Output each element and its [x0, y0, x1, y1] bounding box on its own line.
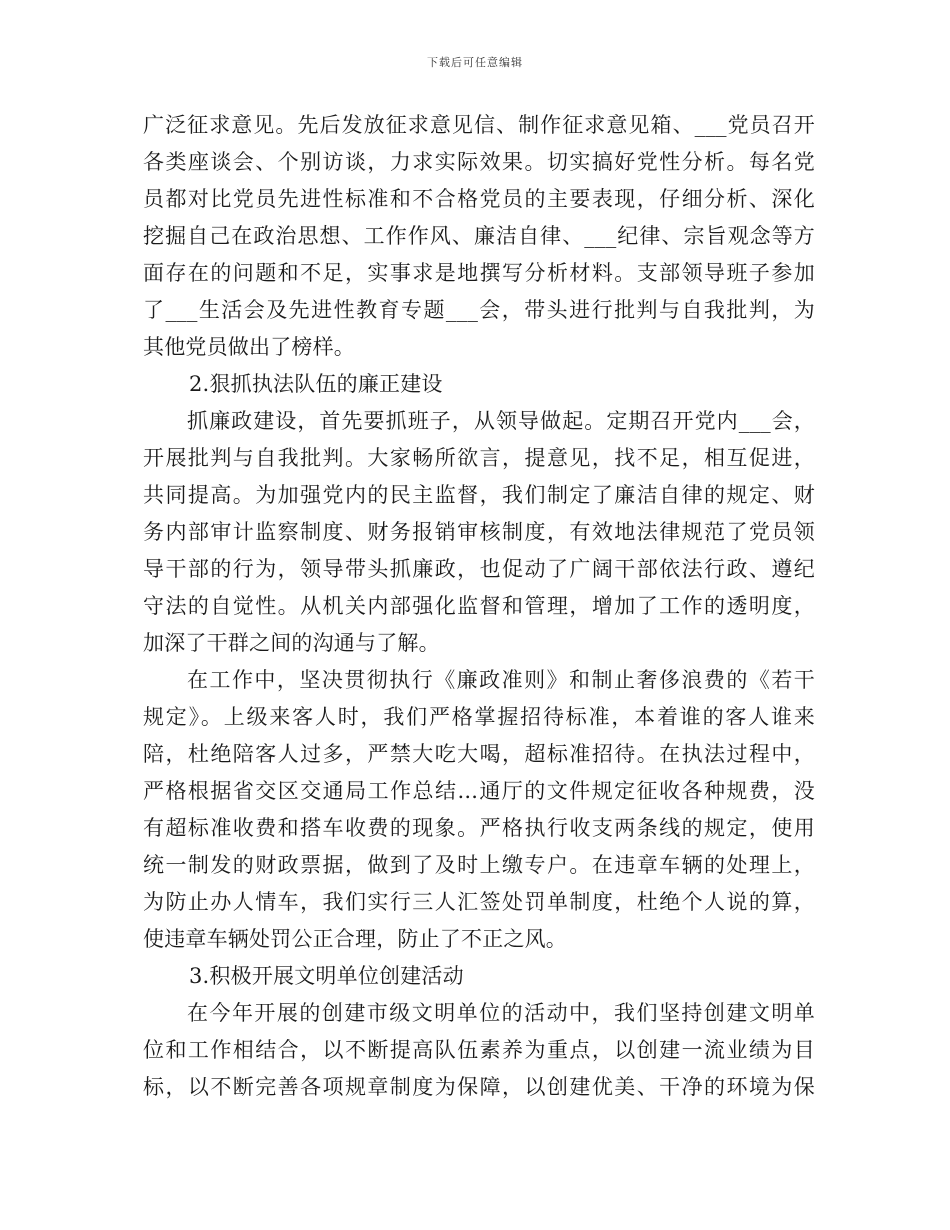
text-line: 开展批判与自我批判。大家畅所欲言，提意见，找不足，相互促进，	[143, 446, 815, 470]
text-line: 务内部审计监察制度、财务报销审核制度，有效地法律规范了党员领	[143, 520, 815, 544]
text-line: 使违章车辆处罚公正合理，防止了不正之风。	[143, 927, 567, 951]
text-line: 抓廉政建设，首先要抓班子，从领导做起。定期召开党内___会，	[187, 409, 815, 433]
text-line: 加深了干群之间的沟通与了解。	[143, 631, 440, 655]
text-line: 严格根据省交区交通局工作总结...通厅的文件规定征收各种规费，没	[143, 779, 815, 803]
text-line: 在工作中，坚决贯彻执行《廉政准则》和制止奢侈浪费的《若干	[187, 668, 815, 692]
document-body	[143, 107, 815, 1106]
text-line: 陪，杜绝陪客人过多，严禁大吃大喝，超标准招待。在执法过程中，	[143, 742, 815, 766]
text-line: 守法的自觉性。从机关内部强化监督和管理，增加了工作的透明度，	[143, 594, 815, 618]
text-line: 规定》。上级来客人时，我们严格掌握招待标准，本着谁的客人谁来	[143, 705, 815, 729]
text-line: 了___生活会及先进性教育专题___会，带头进行批判与自我批判，为	[143, 298, 815, 322]
text-line: 有超标准收费和搭车收费的现象。严格执行收支两条线的规定，使用	[143, 816, 815, 840]
text-line: 员都对比党员先进性标准和不合格党员的主要表现，仔细分析、深化	[143, 187, 815, 211]
text-line: 共同提高。为加强党内的民主监督，我们制定了廉洁自律的规定、财	[143, 483, 815, 507]
text-line: 面存在的问题和不足，实事求是地撰写分析材料。支部领导班子参加	[143, 261, 815, 285]
text-line: 广泛征求意见。先后发放征求意见信、制作征求意见箱、___党员召开	[143, 113, 815, 137]
text-line: 位和工作相结合，以不断提高队伍素养为重点，以创建一流业绩为目	[143, 1038, 815, 1062]
text-line: 标，以不断完善各项规章制度为保障，以创建优美、干净的环境为保	[143, 1075, 815, 1099]
text-line: 挖掘自己在政治思想、工作作风、廉洁自律、___纪律、宗旨观念等方	[143, 224, 815, 248]
text-line: 统一制发的财政票据，做到了及时上缴专户。在违章车辆的处理上，	[143, 853, 815, 877]
text-line: 其他党员做出了榜样。	[143, 335, 355, 359]
text-line: 导干部的行为，领导带头抓廉政，也促动了广阔干部依法行政、遵纪	[143, 557, 815, 581]
section-heading: 3.积极开展文明单位创建活动	[189, 964, 464, 988]
section-heading: 2.狠抓执法队伍的廉正建设	[189, 372, 443, 396]
text-line: 在今年开展的创建市级文明单位的活动中，我们坚持创建文明单	[187, 1001, 815, 1025]
text-line: 各类座谈会、个别访谈，力求实际效果。切实搞好党性分析。每名党	[143, 150, 815, 174]
text-line: 为防止办人情车，我们实行三人汇签处罚单制度，杜绝个人说的算，	[143, 890, 815, 914]
page-header: 下载后可任意编辑	[427, 56, 523, 69]
